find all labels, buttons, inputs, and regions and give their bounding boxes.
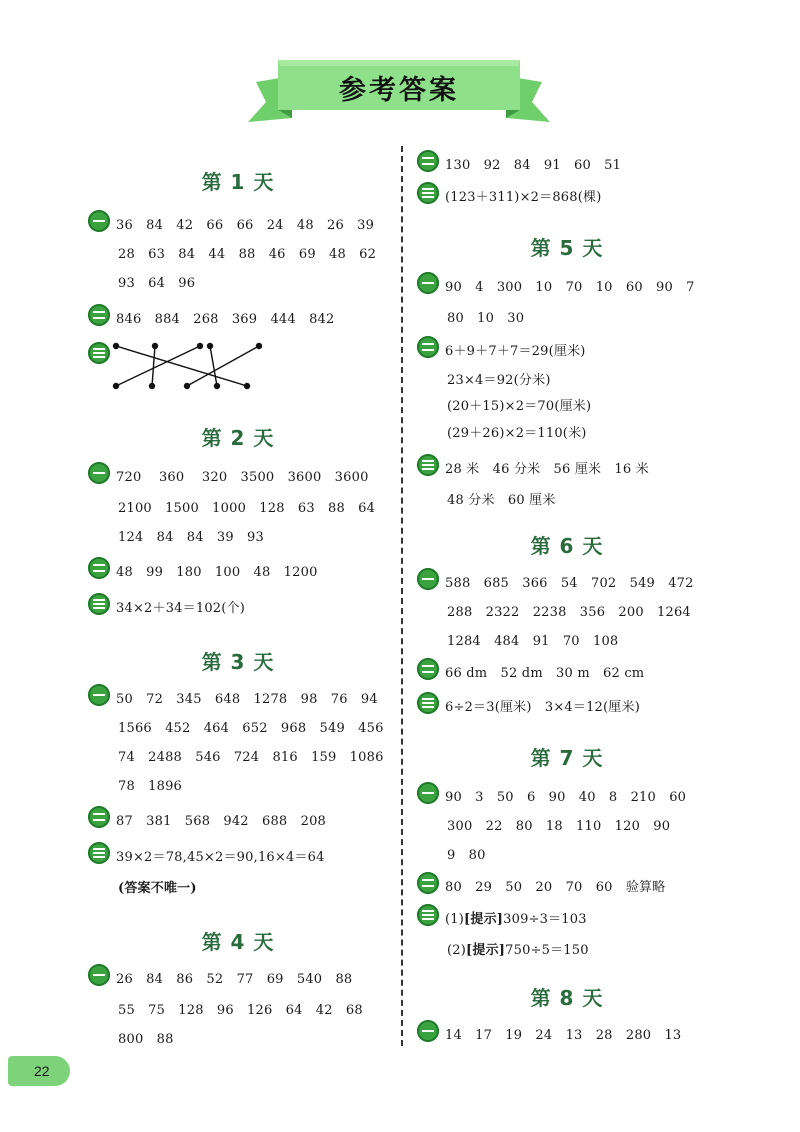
answer-note: (答案不唯一)	[118, 881, 197, 896]
matching-lines-diagram	[112, 342, 262, 392]
hint-label: [提示]	[466, 943, 506, 958]
number-two-icon	[417, 336, 439, 358]
day-title: 第 7 天	[530, 746, 604, 770]
answer-line: 78 1896	[118, 779, 183, 794]
column-divider	[401, 146, 403, 1046]
day-title: 第 8 天	[530, 986, 604, 1010]
page-number: 22	[34, 1063, 50, 1079]
answer-line: 90 3 50 6 90 40 8 210 60	[445, 790, 687, 805]
answer-line: 34×2＋34＝102(个)	[116, 601, 246, 616]
number-one-icon	[88, 210, 110, 232]
answer-line: 87 381 568 942 688 208	[116, 814, 327, 829]
number-three-icon	[88, 593, 110, 615]
answer-line: 2100 1500 1000 128 63 88 64	[118, 501, 376, 516]
page-number-tab	[8, 1056, 70, 1086]
answer-line: 720 360 320 3500 3600 3600	[116, 470, 369, 485]
answer-line: 846 884 268 369 444 842	[116, 312, 335, 327]
answer-line: 48 分米 60 厘米	[447, 493, 556, 508]
number-three-icon	[417, 182, 439, 204]
answer-line: 90 4 300 10 70 10 60 90 7	[445, 280, 695, 295]
number-one-icon	[417, 272, 439, 294]
number-two-icon	[417, 872, 439, 894]
number-three-icon	[88, 342, 110, 364]
number-two-icon	[417, 150, 439, 172]
day-title: 第 1 天	[201, 170, 275, 194]
answer-line: 50 72 345 648 1278 98 76 94	[116, 692, 378, 707]
answer-line: 14 17 19 24 13 28 280 13	[445, 1028, 682, 1043]
number-one-icon	[417, 782, 439, 804]
number-two-icon	[88, 304, 110, 326]
number-one-icon	[417, 568, 439, 590]
answer-line: 288 2322 2238 356 200 1264	[447, 605, 691, 620]
answer-line: 93 64 96	[118, 276, 196, 291]
day-title: 第 2 天	[201, 426, 275, 450]
number-three-icon	[417, 692, 439, 714]
answer-line: 48 99 180 100 48 1200	[116, 565, 318, 580]
number-one-icon	[88, 462, 110, 484]
answer-line: 800 88	[118, 1032, 174, 1047]
answer-line: 28 63 84 44 88 46 69 48 62	[118, 247, 377, 262]
answer-line: 1566 452 464 652 968 549 456	[118, 721, 384, 736]
day-title: 第 6 天	[530, 534, 604, 558]
answer-line: 23×4＝92(分米)	[447, 373, 551, 388]
answer-line: 6÷2＝3(厘米) 3×4＝12(厘米)	[445, 700, 640, 715]
answer-expression: 750÷5＝150	[505, 943, 589, 958]
number-two-icon	[88, 557, 110, 579]
number-two-icon	[417, 658, 439, 680]
part-label: (2)	[447, 943, 467, 958]
number-one-icon	[88, 684, 110, 706]
answer-line	[447, 939, 589, 958]
number-three-icon	[417, 904, 439, 926]
answer-line: 39×2＝78,45×2＝90,16×4＝64	[116, 850, 325, 865]
answer-line: 1284 484 91 70 108	[447, 634, 619, 649]
answer-line: 9 80	[447, 848, 486, 863]
number-one-icon	[417, 1020, 439, 1042]
day-title: 第 5 天	[530, 236, 604, 260]
answer-line: (29＋26)×2＝110(米)	[447, 426, 587, 441]
answer-line: 300 22 80 18 110 120 90	[447, 819, 671, 834]
title-banner	[248, 52, 550, 124]
hint-label: [提示]	[464, 912, 504, 927]
part-label: (1)	[445, 912, 465, 927]
answer-line: (20＋15)×2＝70(厘米)	[447, 399, 592, 414]
answer-line: 588 685 366 54 702 549 472	[445, 576, 694, 591]
number-two-icon	[88, 806, 110, 828]
answer-line: 66 dm 52 dm 30 m 62 cm	[445, 666, 645, 681]
answer-line: 55 75 128 96 126 64 42 68	[118, 1003, 363, 1018]
number-three-icon	[417, 454, 439, 476]
answer-line: (123＋311)×2＝868(棵)	[445, 190, 602, 205]
answer-line: 80 29 50 20 70 60 验算略	[445, 880, 666, 895]
day-title: 第 4 天	[201, 930, 275, 954]
page-title: 参考答案	[339, 75, 459, 106]
day-title: 第 3 天	[201, 650, 275, 674]
answer-expression: 309÷3＝103	[503, 912, 587, 927]
answer-line: 28 米 46 分米 56 厘米 16 米	[445, 462, 649, 477]
number-one-icon	[88, 964, 110, 986]
answer-line: 130 92 84 91 60 51	[445, 158, 622, 173]
answer-line: 26 84 86 52 77 69 540 88	[116, 972, 353, 987]
answer-line: 6＋9＋7＋7＝29(厘米)	[445, 344, 586, 359]
answer-line: 80 10 30	[447, 311, 525, 326]
answer-line: 124 84 84 39 93	[118, 530, 264, 545]
answer-line: 36 84 42 66 66 24 48 26 39	[116, 218, 375, 233]
answer-line: 74 2488 546 724 816 159 1086	[118, 750, 384, 765]
number-three-icon	[88, 842, 110, 864]
answer-line	[445, 908, 587, 927]
